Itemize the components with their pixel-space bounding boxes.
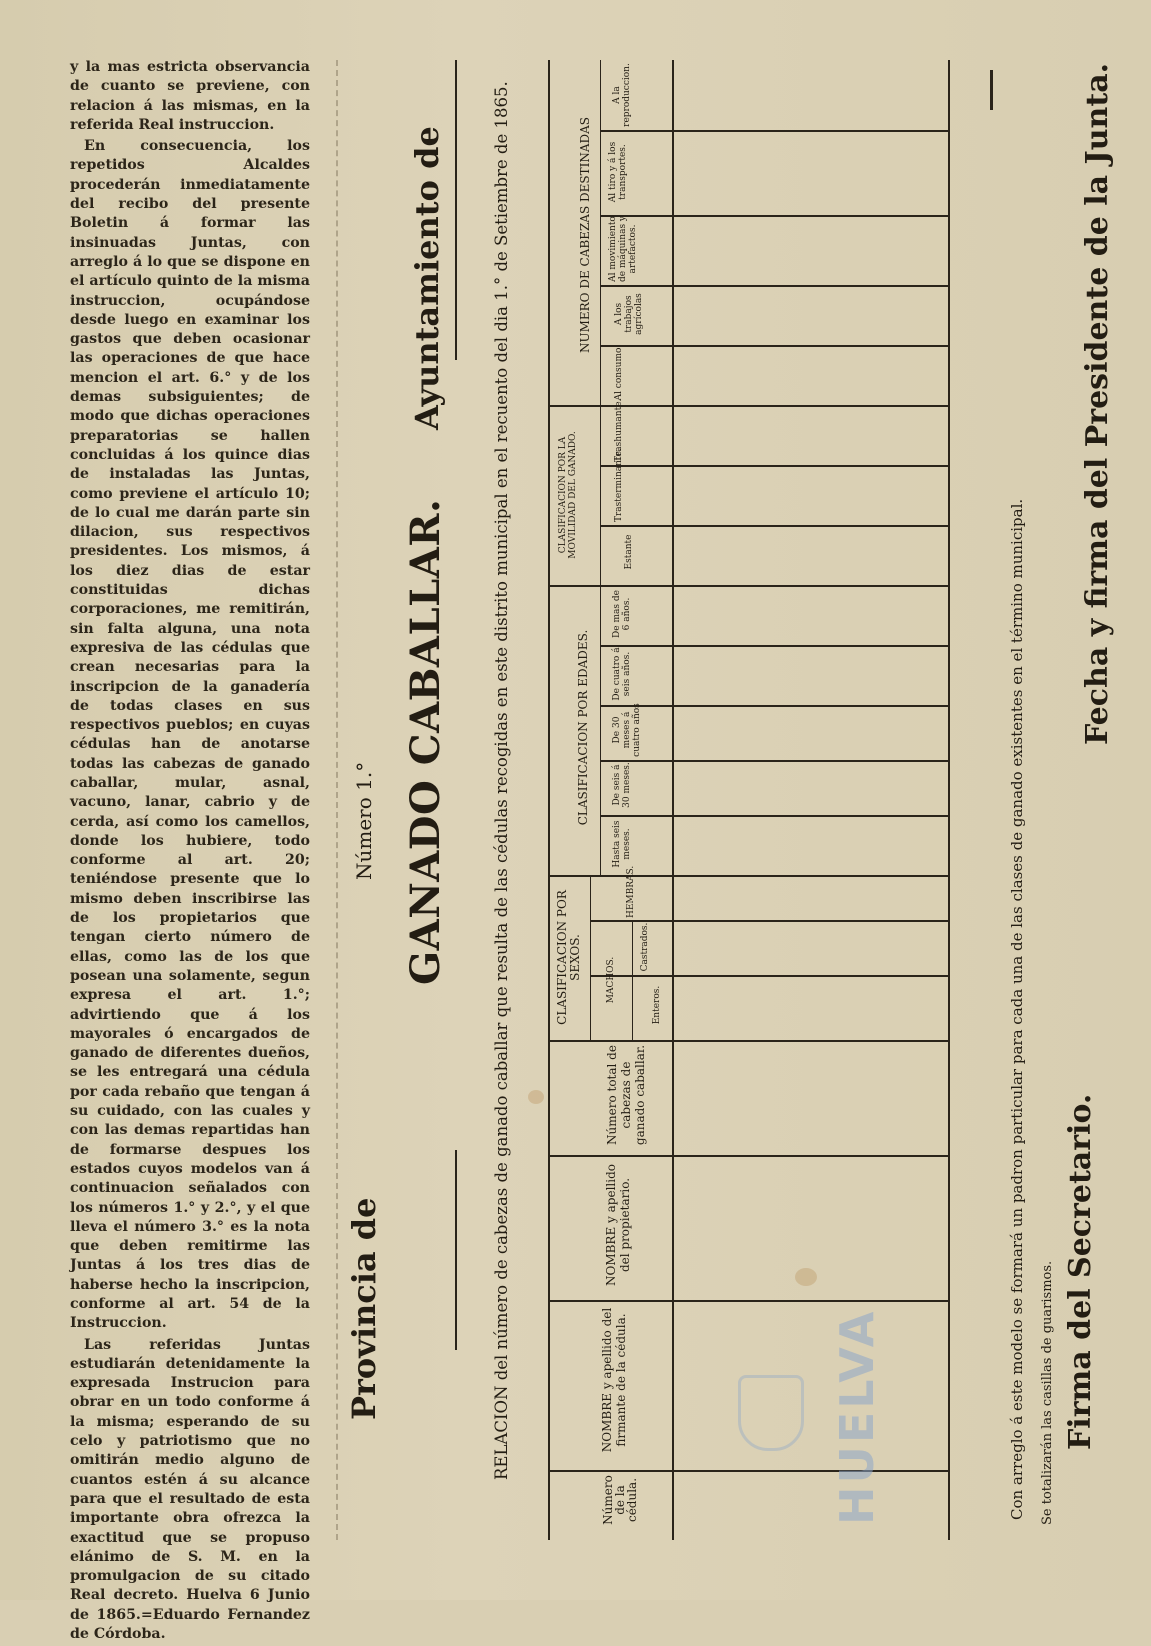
col-sep	[600, 130, 948, 132]
form-area	[350, 40, 1090, 1560]
relacion-text: RELACION del número de cabezas de ganado caballar que resulta de las cédulas recogidas en este distrito municipal en el recuento del dia 1.° de Setiembre de 1865.	[492, 81, 511, 1480]
col-sep	[600, 645, 948, 647]
table-border-top	[548, 60, 550, 1540]
ayuntamiento-label: Ayuntamiento de	[408, 126, 446, 430]
label-estante: Estante	[624, 534, 634, 570]
col-sep	[600, 760, 948, 762]
paragraph-1: y la mas estricta observancia de cuanto se previene, con relacion á las mismas, en la referida Real instruccion.	[70, 59, 310, 133]
group-rule	[600, 60, 601, 405]
numero-label: Número 1.°	[352, 761, 376, 880]
group-destinadas: NUMERO DE CABEZAS DESTINADAS	[578, 116, 592, 354]
col-sep	[548, 585, 948, 587]
label-edad-3: De 30 meses á cuatro años	[612, 703, 642, 757]
blank-line	[455, 60, 457, 360]
group-edades: CLASIFICACION POR EDADES.	[576, 629, 590, 826]
label-consumo: Al consumo	[614, 347, 624, 401]
col-total: Número total de cabezas de ganado caballar.	[605, 1044, 647, 1146]
paragraph-3: Las referidas Juntas estudiarán detenidamente la expresada Instrucion para obrar en un todo conforme á la misma; esperando de su celo y patriotismo que no omitirán medio alguno de cuantos estén á su alcance para que el resultado de esta importante obra ofrezca la exactitud que se propuso elánimo de S. M. en la promulgacion de su citado Real decreto. Huelva 6 Junio de 1865.=Eduardo Fernandez de Córdoba.	[70, 1336, 310, 1643]
group-rule	[600, 405, 601, 585]
blank-line	[455, 1150, 457, 1350]
note-totalizar: Se totalizarán las casillas de guarismos.	[1040, 1260, 1055, 1525]
text-column	[70, 58, 310, 1646]
label-edad-4: De cuatro á seis años.	[612, 647, 632, 701]
col-sep	[600, 345, 948, 347]
col-numero-cedula: Número de la cédula.	[601, 1475, 639, 1525]
form-title: GANADO CABALLAR.	[402, 498, 449, 985]
col-sep	[600, 465, 948, 467]
label-hembras: HEMBRAS.	[626, 865, 636, 918]
label-maquinas: Al movimiento de máquinas y artefactos.	[608, 215, 638, 282]
label-edad-1: Hasta seis meses.	[612, 820, 632, 868]
label-trasterminante: Trasterminante.	[614, 448, 624, 522]
col-sep	[600, 285, 948, 287]
label-trashumante: Trashumante.	[614, 398, 624, 462]
col-propietario: NOMBRE y apellido del propietario.	[604, 1164, 632, 1287]
col-firmante: NOMBRE y apellido del firmante de la cédula.	[600, 1307, 628, 1453]
label-edad-2: De seis á 30 meses.	[612, 762, 632, 808]
mark	[990, 70, 993, 110]
group-movilidad: CLASIFICACION POR LA MOVILIDAD DEL GANADO.	[558, 431, 578, 559]
group-rule	[632, 920, 633, 1040]
provincia-label: Provincia de	[345, 1197, 383, 1420]
col-sep	[600, 215, 948, 217]
library-stamp: HUELVA	[830, 1308, 884, 1525]
col-sep	[600, 525, 948, 527]
label-tiro: Al tiro y á los transportes.	[608, 141, 628, 203]
paragraph-2: En consecuencia, los repetidos Alcaldes procederán inmediatamente del recibo del presente Boletin á formar las insinuadas Juntas, con arreglo á lo que se dispone en el artículo quinto de la misma instruccion, ocupándose desde luego en examinar los gastos que deben ocasionar las operaciones de que hace mencion el art. 6.° y de los demas subsiguientes; de modo que dichas operaciones preparatorias se hallen concluidas á los quince dias de instaladas las Juntas, como previene el artículo 10; de lo cual me darán parte sin dilacion, sus respectivos presidentes. Los mismos, á los diez dias de estar constituidas dichas corporaciones, me remitirán, sin falta alguna, una nota expresiva de las cédulas que crean necesarias para la inscripcion de la ganadería de todas clases en sus respectivos pueblos; en cuyas cédulas han de anotarse todas las cabezas de ganado caballar, mular, asnal, vacuno, lanar, cabrio y de cerda, así como los camellos, donde los hubiere, todo conforme al art. 20; teniéndose presente que lo mismo deben inscribirse las de los propietarios que tengan cierto número de ellas, como las de los que posean una solamente, segun expresa el art. 1.°; advirtiendo que á los mayorales ó encargados de ganado de diferentes dueños, se les entregará una cédula por cada rebaño que tengan á su cuidado, con las cuales y con las demas repartidas han de formarse despues los estados cuyos modelos van á continuacion señalados con los números 1.° y 2.°, y el que lleva el número 3.° es la nota que deben remitirme las Juntas á los tres dias de haberse hecho la inscripcion, conforme al art. 54 de la Instruccion.	[70, 138, 310, 1332]
group-rule	[600, 585, 601, 875]
col-sep	[590, 975, 948, 977]
group-sexos: CLASIFICACION POR SEXOS.	[555, 890, 582, 1025]
label-reproduccion: A la reproduccion.	[612, 63, 632, 127]
firma-presidente: Fecha y firma del Presidente de la Junta.	[1080, 62, 1115, 745]
crest-icon	[738, 1375, 804, 1451]
table-header-rule	[672, 60, 674, 1540]
label-edad-5: De mas de 6 años.	[612, 590, 632, 638]
col-sep	[600, 705, 948, 707]
col-sep	[548, 405, 948, 407]
column-divider	[336, 60, 339, 1540]
firma-secretario: Firma del Secretario.	[1063, 1093, 1098, 1450]
label-enteros: Enteros.	[652, 985, 662, 1025]
label-machos: MACHOS.	[606, 956, 616, 1004]
col-sep	[548, 875, 948, 877]
note-padron: Con arreglo á este modelo se formará un padron particular para cada una de las clases de ganado existentes en el término municipal.	[1008, 498, 1026, 1520]
table-border-bottom	[948, 60, 950, 1540]
label-agricolas: A los trabajos agrícolas	[614, 293, 644, 335]
label-castrados: Castrados.	[640, 922, 650, 972]
group-rule	[590, 875, 591, 1040]
col-sep	[600, 815, 948, 817]
